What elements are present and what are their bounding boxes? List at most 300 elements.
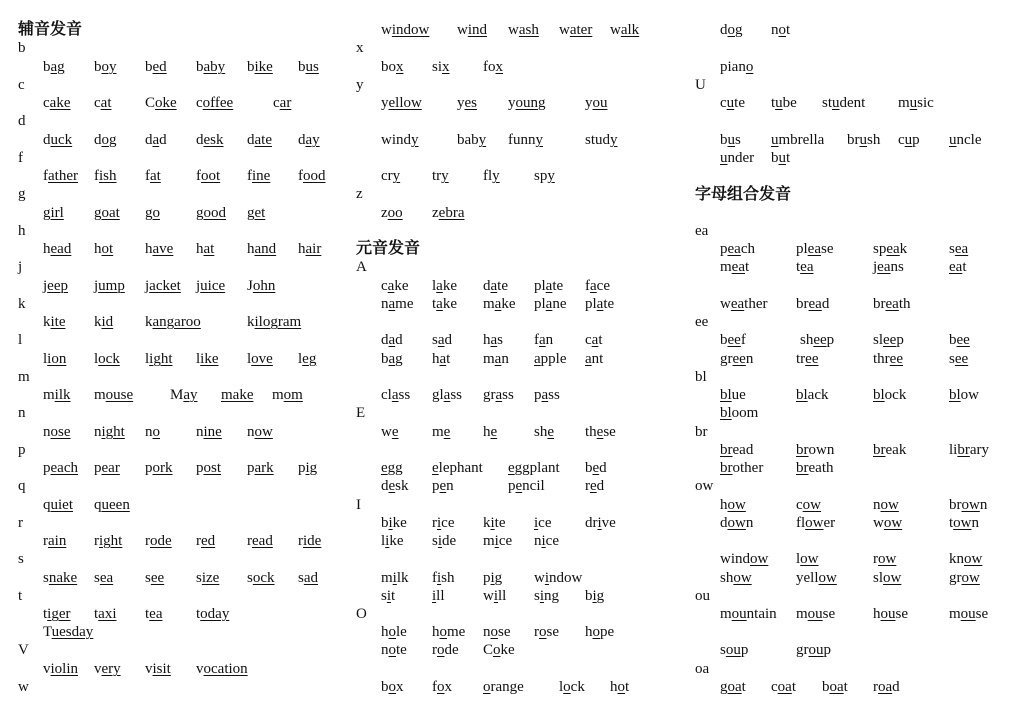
- underlined-sound: ode: [150, 533, 172, 549]
- letter-V: V: [18, 642, 29, 658]
- word-part: t: [196, 606, 201, 622]
- underlined-sound: ove: [251, 351, 273, 367]
- word-part: y: [585, 95, 593, 111]
- word: [949, 387, 979, 404]
- word-part: d: [381, 478, 389, 494]
- word-part: te: [603, 296, 615, 312]
- underlined-sound: a: [490, 278, 498, 294]
- word-part: ke: [501, 296, 516, 312]
- word: [508, 460, 560, 477]
- word-part: n: [247, 424, 255, 440]
- word: [796, 515, 835, 532]
- word-part: eak: [885, 442, 907, 458]
- word: [43, 168, 78, 185]
- word: [145, 570, 164, 587]
- word-part: g: [720, 679, 728, 695]
- word: [381, 642, 407, 659]
- word: [170, 387, 198, 404]
- word-part: ue: [731, 387, 746, 403]
- word-part: r: [873, 551, 878, 567]
- word-part: ne: [552, 296, 567, 312]
- underlined-sound: i: [544, 570, 550, 586]
- word-part: t: [391, 588, 396, 604]
- word-part: me: [447, 624, 466, 640]
- word-part: oom: [731, 405, 759, 421]
- word: [796, 296, 829, 313]
- word: [585, 132, 618, 149]
- underlined-sound: e: [592, 460, 600, 476]
- word-part: li: [949, 442, 958, 458]
- letter-I: I: [356, 497, 361, 513]
- word-part: l: [559, 679, 564, 695]
- word-part: pple: [540, 351, 567, 367]
- word-part: q: [94, 497, 102, 513]
- word: [94, 132, 117, 149]
- underlined-sound: ocation: [203, 661, 248, 677]
- underlined-sound: ay: [183, 387, 198, 403]
- word-part: q: [43, 497, 51, 513]
- underlined-sound: offee: [202, 95, 234, 111]
- word-part: d: [599, 460, 607, 476]
- underlined-sound: a: [494, 296, 502, 312]
- word-part: l: [94, 351, 99, 367]
- word-part: b: [298, 59, 306, 75]
- underlined-sound: og: [101, 132, 117, 148]
- underlined-sound: ea: [886, 241, 900, 257]
- word: [720, 150, 754, 167]
- underlined-sound: e: [439, 478, 447, 494]
- underlined-sound: ate: [254, 132, 272, 148]
- word: [949, 515, 979, 532]
- word: [145, 351, 173, 368]
- word: [534, 533, 559, 550]
- underlined-sound: e: [381, 460, 388, 476]
- underlined-sound: isit: [152, 661, 171, 677]
- word-part: r: [196, 533, 201, 549]
- word-part: y: [381, 95, 389, 111]
- word: [43, 424, 71, 441]
- word: [873, 551, 896, 568]
- word: [196, 533, 215, 550]
- word: [610, 679, 629, 696]
- word-part: f: [145, 168, 150, 184]
- word: [196, 278, 225, 295]
- word-part: ow: [960, 387, 980, 403]
- word-part: z: [432, 205, 439, 221]
- word: [585, 95, 608, 112]
- underlined-sound: br: [873, 442, 886, 458]
- underlined-sound: a: [437, 332, 445, 348]
- word: [43, 351, 66, 368]
- word-part: ead: [732, 442, 754, 458]
- underlined-sound: oa: [727, 679, 742, 695]
- word-part: gl: [432, 387, 444, 403]
- word-part: v: [43, 661, 51, 677]
- underlined-sound: ite: [50, 314, 66, 330]
- word: [720, 59, 753, 76]
- word-part: t: [145, 606, 150, 622]
- word: [432, 460, 483, 477]
- underlined-sound: a: [545, 296, 553, 312]
- word-part: c: [796, 497, 803, 513]
- underlined-sound: ee: [954, 351, 969, 367]
- underlined-sound: i: [541, 533, 546, 549]
- underlined-sound: ou: [880, 606, 896, 622]
- word-part: p: [912, 132, 920, 148]
- word-part: n: [381, 296, 389, 312]
- word-part: fl: [483, 168, 493, 184]
- word-part: sl: [873, 332, 884, 348]
- word-part: d: [395, 332, 403, 348]
- letter-m: m: [18, 369, 30, 385]
- word-part: d: [720, 22, 728, 38]
- word-part: k: [94, 314, 102, 330]
- underlined-sound: oot: [201, 168, 221, 184]
- word-part: f: [432, 679, 437, 695]
- underlined-sound: a: [388, 332, 396, 348]
- underlined-sound: ea: [731, 259, 745, 275]
- word: [94, 59, 117, 76]
- underlined-sound: ar: [279, 95, 292, 111]
- word-part: thr: [873, 351, 890, 367]
- word: [559, 679, 585, 696]
- underlined-sound: u: [727, 132, 735, 148]
- word-part: t: [598, 332, 603, 348]
- underlined-sound: br: [720, 460, 733, 476]
- word-part: b: [196, 59, 204, 75]
- word-part: gr: [720, 351, 733, 367]
- word-part: range: [490, 679, 524, 695]
- word: [720, 296, 768, 313]
- underlined-sound: ake: [49, 95, 71, 111]
- word: [298, 533, 321, 550]
- word-part: x: [396, 679, 404, 695]
- word-part: t: [786, 22, 791, 38]
- word: [949, 351, 968, 368]
- word-part: funn: [508, 132, 536, 148]
- word-part: t: [949, 515, 954, 531]
- word-part: ce: [545, 533, 559, 549]
- letter-b: b: [18, 40, 26, 56]
- word: [483, 515, 506, 532]
- underlined-sound: e: [391, 424, 399, 440]
- word-part: b: [94, 59, 102, 75]
- word-part: m: [483, 351, 495, 367]
- word-part: c: [585, 332, 592, 348]
- word-part: p: [298, 460, 306, 476]
- word-part: l: [432, 278, 437, 294]
- underlined-sound: ost: [203, 460, 222, 476]
- word-part: f: [196, 168, 201, 184]
- word-part: se: [975, 606, 989, 622]
- underlined-sound: i: [534, 515, 539, 531]
- underlined-sound: indow: [391, 22, 430, 38]
- underlined-sound: o: [778, 22, 786, 38]
- word: [196, 241, 214, 258]
- underlined-sound: ou: [807, 606, 823, 622]
- underlined-sound: e: [515, 478, 523, 494]
- underlined-sound: uesday: [51, 624, 94, 640]
- underlined-sound: o: [490, 624, 498, 640]
- underlined-sound: axi: [98, 606, 117, 622]
- word-part: d: [821, 296, 830, 312]
- word-part: nt: [591, 351, 604, 367]
- word: [610, 22, 639, 39]
- word-part: t: [786, 150, 791, 166]
- underlined-sound: x: [396, 59, 404, 75]
- letter-f: f: [18, 150, 23, 166]
- word: [585, 460, 607, 477]
- word-part: r: [534, 624, 539, 640]
- word: [94, 533, 122, 550]
- word: [43, 570, 77, 587]
- underlined-sound: a: [443, 387, 451, 403]
- underlined-sound: ee: [727, 332, 741, 348]
- word: [796, 387, 829, 404]
- letter-s: s: [18, 551, 24, 567]
- underlined-sound: make: [221, 387, 254, 403]
- word: [483, 570, 502, 587]
- word-part: j: [145, 278, 150, 294]
- word: [432, 570, 455, 587]
- word: [247, 168, 270, 185]
- word: [534, 387, 560, 404]
- underlined-sound: ea: [727, 241, 741, 257]
- underlined-sound: ea: [800, 259, 814, 275]
- word-part: pl: [585, 296, 597, 312]
- underlined-sound: at: [203, 241, 215, 257]
- word: [771, 150, 790, 167]
- underlined-sound: eg: [302, 351, 317, 367]
- word-part: v: [94, 661, 102, 677]
- word: [247, 460, 274, 477]
- word: [432, 387, 462, 404]
- word-part: t: [741, 679, 746, 695]
- word: [873, 296, 911, 313]
- word-part: n: [534, 533, 542, 549]
- word: [483, 351, 509, 368]
- word: [534, 424, 554, 441]
- word-part: ss: [398, 387, 411, 403]
- underlined-sound: ind: [467, 22, 488, 38]
- word: [483, 278, 508, 295]
- word-part: se: [603, 424, 616, 440]
- word-part: d: [444, 332, 453, 348]
- word-part: ce: [596, 278, 610, 294]
- letter-r: r: [18, 515, 23, 531]
- word-part: b: [720, 332, 728, 348]
- underlined-sound: e: [490, 424, 498, 440]
- word: [720, 606, 777, 623]
- word-part: pe: [600, 624, 615, 640]
- word-part: br: [796, 296, 809, 312]
- word-part: r: [432, 642, 437, 658]
- underlined-sound: oung: [515, 95, 546, 111]
- underlined-sound: ebra: [438, 205, 465, 221]
- combo-bl: bl: [695, 369, 707, 385]
- underlined-sound: oday: [200, 606, 230, 622]
- word: [298, 570, 318, 587]
- word: [94, 460, 120, 477]
- underlined-sound: e: [443, 424, 451, 440]
- underlined-sound: i: [494, 533, 499, 549]
- word: [534, 570, 582, 587]
- word: [949, 442, 989, 459]
- word-part: p: [247, 460, 255, 476]
- word-part: f: [585, 278, 590, 294]
- word-part: ntain: [746, 606, 777, 622]
- underlined-sound: ou: [592, 95, 608, 111]
- underlined-sound: i: [437, 533, 443, 549]
- underlined-sound: ow: [727, 497, 746, 513]
- underlined-sound: ilk: [54, 387, 71, 403]
- word-part: d: [94, 132, 102, 148]
- word-part: z: [381, 205, 388, 221]
- word: [298, 351, 316, 368]
- word: [43, 132, 72, 149]
- word-part: h: [145, 241, 153, 257]
- underlined-sound: o: [437, 642, 445, 658]
- word: [771, 132, 824, 149]
- word-part: w: [508, 22, 519, 38]
- underlined-sound: ood: [203, 205, 226, 221]
- underlined-sound: a: [436, 278, 443, 294]
- word-part: b: [771, 150, 779, 166]
- underlined-sound: ose: [50, 424, 71, 440]
- word-part: p: [534, 387, 542, 403]
- word-part: b: [247, 59, 255, 75]
- underlined-sound: a: [541, 387, 549, 403]
- word: [585, 351, 603, 368]
- word: [196, 351, 219, 368]
- underlined-sound: a: [436, 296, 443, 312]
- word-part: h: [432, 351, 440, 367]
- word-part: p: [826, 332, 835, 348]
- word-part: se: [546, 624, 559, 640]
- word-part: se: [498, 624, 511, 640]
- word: [381, 205, 403, 222]
- underlined-sound: o: [563, 679, 571, 695]
- underlined-sound: ou: [808, 642, 824, 658]
- word-part: sh: [800, 332, 814, 348]
- word: [585, 424, 616, 441]
- underlined-sound: ot: [101, 241, 114, 257]
- word-part: me: [395, 296, 414, 312]
- word-part: lk: [396, 570, 409, 586]
- word: [508, 22, 539, 39]
- underlined-sound: id: [101, 314, 114, 330]
- word-part: h: [247, 241, 255, 257]
- word-part: w: [381, 22, 392, 38]
- word-part: l: [796, 551, 801, 567]
- underlined-sound: ay: [305, 132, 320, 148]
- word-part: be: [782, 95, 797, 111]
- word-part: gg: [387, 460, 403, 476]
- word-part: m: [432, 424, 444, 440]
- underlined-sound: irl: [50, 205, 64, 221]
- word-part: n: [745, 515, 754, 531]
- letter-k: k: [18, 296, 26, 312]
- underlined-sound: oy: [101, 59, 117, 75]
- underlined-sound: a: [391, 387, 399, 403]
- word-part: n: [145, 424, 153, 440]
- underlined-sound: o: [439, 624, 447, 640]
- underlined-sound: uck: [50, 132, 73, 148]
- word-part: ss: [450, 387, 463, 403]
- word-part: f: [534, 332, 539, 348]
- word-part: f: [298, 168, 303, 184]
- word-part: ke: [392, 515, 407, 531]
- word-part: r: [43, 533, 48, 549]
- combo-oa: oa: [695, 661, 710, 677]
- word-part: mbrella: [778, 132, 825, 148]
- word: [43, 606, 71, 623]
- word: [432, 59, 450, 76]
- underlined-sound: ea: [877, 259, 891, 275]
- word-part: p: [43, 460, 51, 476]
- word-part: k: [43, 314, 51, 330]
- underlined-sound: br: [796, 460, 809, 476]
- word: [898, 132, 920, 149]
- underlined-sound: ou: [725, 642, 741, 658]
- word: [145, 241, 173, 258]
- underlined-sound: a: [591, 332, 599, 348]
- underlined-sound: ead: [252, 533, 273, 549]
- word: [298, 241, 321, 258]
- word-part: gr: [949, 570, 962, 586]
- word-part: l: [145, 351, 150, 367]
- word-part: l: [43, 351, 48, 367]
- word-part: r: [585, 478, 590, 494]
- word-part: ss: [548, 387, 560, 403]
- underlined-sound: a: [545, 278, 553, 294]
- underlined-sound: oat: [101, 205, 120, 221]
- word: [720, 515, 753, 532]
- word-part: r: [94, 533, 99, 549]
- word-part: n: [196, 424, 204, 440]
- word-part: ll: [498, 588, 507, 604]
- word-part: ll: [436, 588, 445, 604]
- word-part: c: [94, 95, 101, 111]
- word: [381, 515, 407, 532]
- word-part: J: [247, 278, 253, 294]
- word-part: y: [457, 95, 465, 111]
- underlined-sound: ee: [150, 570, 165, 586]
- word-part: t: [94, 606, 99, 622]
- underlined-sound: a: [490, 332, 498, 348]
- word-part: pl: [534, 278, 546, 294]
- word: [432, 278, 457, 295]
- word: [873, 570, 901, 587]
- word-part: cr: [381, 168, 393, 184]
- underlined-sound: bl: [873, 387, 885, 403]
- underlined-sound: ea: [99, 570, 114, 586]
- underlined-sound: o: [152, 424, 160, 440]
- word: [247, 533, 273, 550]
- underlined-sound: ea: [949, 259, 963, 275]
- word: [796, 570, 837, 587]
- underlined-sound: x: [495, 59, 503, 75]
- underlined-sound: bl: [949, 387, 961, 403]
- underlined-sound: ow: [254, 424, 273, 440]
- word-part: ve: [601, 515, 616, 531]
- word-part: f: [432, 570, 437, 586]
- underlined-sound: a: [534, 351, 541, 367]
- underlined-sound: u: [832, 95, 840, 111]
- word-part: th: [585, 424, 597, 440]
- underlined-sound: o: [152, 205, 160, 221]
- underlined-sound: e: [547, 424, 555, 440]
